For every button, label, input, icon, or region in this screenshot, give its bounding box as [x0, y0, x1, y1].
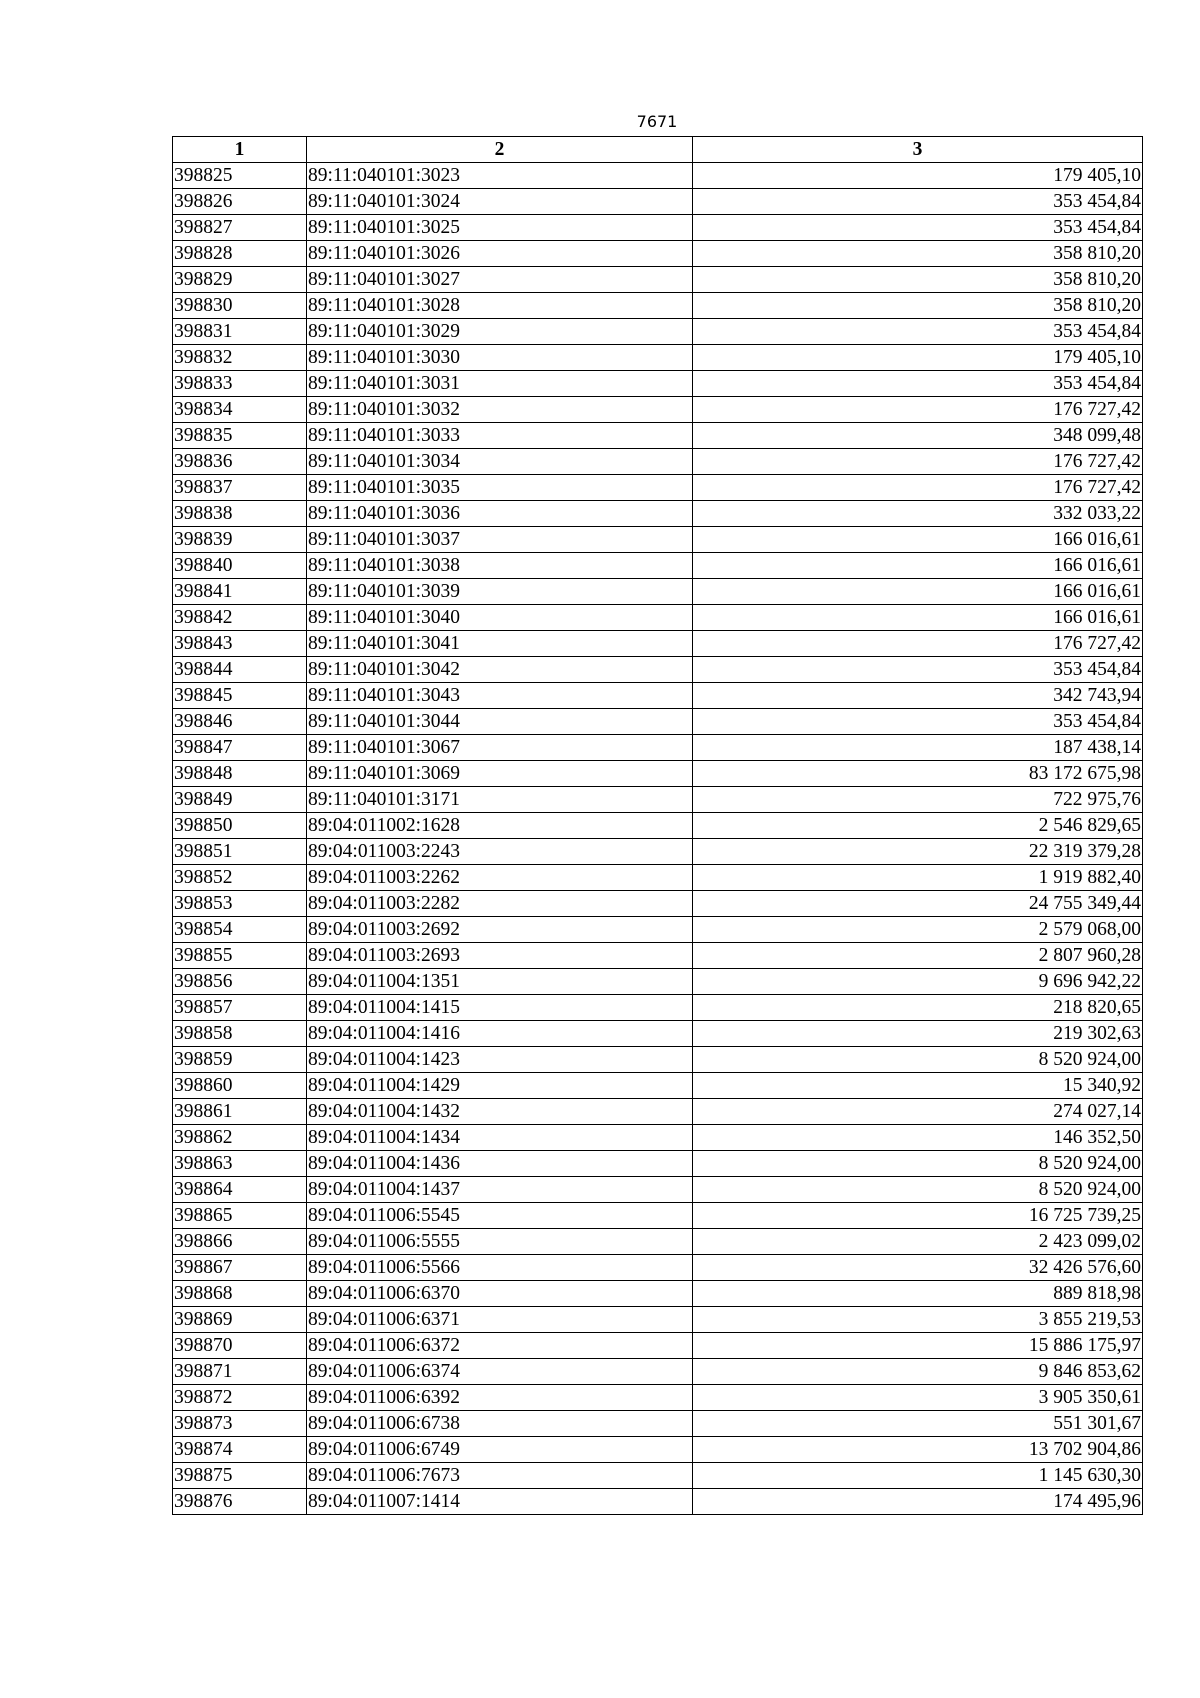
table-row	[173, 423, 1143, 449]
table-row	[173, 397, 1143, 423]
row-number-cell: 398851	[173, 839, 307, 865]
cadastral-number-cell: 89:11:040101:3033	[307, 423, 693, 449]
cadastral-value-cell: 353 454,84	[693, 215, 1143, 241]
row-number-cell: 398858	[173, 1021, 307, 1047]
cadastral-number-cell: 89:04:011004:1423	[307, 1047, 693, 1073]
row-number-cell: 398875	[173, 1463, 307, 1489]
cadastral-value-cell: 174 495,96	[693, 1489, 1143, 1515]
table-row	[173, 1359, 1143, 1385]
table-row	[173, 527, 1143, 553]
row-number-cell: 398830	[173, 293, 307, 319]
row-number-cell: 398837	[173, 475, 307, 501]
table-row	[173, 1411, 1143, 1437]
table-row	[173, 1463, 1143, 1489]
table-row	[173, 267, 1143, 293]
table-row	[173, 969, 1143, 995]
table-row	[173, 371, 1143, 397]
cadastral-number-cell: 89:04:011006:6392	[307, 1385, 693, 1411]
cadastral-value-cell: 9 846 853,62	[693, 1359, 1143, 1385]
cadastral-value-cell: 332 033,22	[693, 501, 1143, 527]
cadastral-number-cell: 89:11:040101:3028	[307, 293, 693, 319]
cadastral-value-cell: 551 301,67	[693, 1411, 1143, 1437]
cadastral-value-cell: 8 520 924,00	[693, 1177, 1143, 1203]
table-row	[173, 1437, 1143, 1463]
row-number-cell: 398874	[173, 1437, 307, 1463]
cadastral-value-cell: 353 454,84	[693, 189, 1143, 215]
column-header-2: 2	[307, 137, 693, 163]
column-header-1: 1	[173, 137, 307, 163]
cadastral-value-cell: 166 016,61	[693, 527, 1143, 553]
cadastral-value-cell: 179 405,10	[693, 345, 1143, 371]
table-row	[173, 657, 1143, 683]
row-number-cell: 398865	[173, 1203, 307, 1229]
cadastral-value-cell: 13 702 904,86	[693, 1437, 1143, 1463]
table-row	[173, 1047, 1143, 1073]
cadastral-value-cell: 179 405,10	[693, 163, 1143, 189]
cadastral-number-cell: 89:11:040101:3024	[307, 189, 693, 215]
row-number-cell: 398866	[173, 1229, 307, 1255]
row-number-cell: 398832	[173, 345, 307, 371]
page-number: 7671	[636, 112, 678, 131]
row-number-cell: 398847	[173, 735, 307, 761]
row-number-cell: 398844	[173, 657, 307, 683]
row-number-cell: 398833	[173, 371, 307, 397]
cadastral-number-cell: 89:04:011007:1414	[307, 1489, 693, 1515]
table-row	[173, 943, 1143, 969]
column-header-3: 3	[693, 137, 1143, 163]
row-number-cell: 398850	[173, 813, 307, 839]
cadastral-number-cell: 89:11:040101:3038	[307, 553, 693, 579]
row-number-cell: 398854	[173, 917, 307, 943]
row-number-cell: 398831	[173, 319, 307, 345]
table-row	[173, 605, 1143, 631]
row-number-cell: 398867	[173, 1255, 307, 1281]
table-row	[173, 1229, 1143, 1255]
table-row	[173, 449, 1143, 475]
cadastral-number-cell: 89:04:011004:1436	[307, 1151, 693, 1177]
table-row	[173, 995, 1143, 1021]
cadastral-value-cell: 1 145 630,30	[693, 1463, 1143, 1489]
cadastral-number-cell: 89:11:040101:3026	[307, 241, 693, 267]
cadastral-value-cell: 3 855 219,53	[693, 1307, 1143, 1333]
table-row	[173, 1333, 1143, 1359]
cadastral-value-cell: 2 423 099,02	[693, 1229, 1143, 1255]
cadastral-number-cell: 89:04:011006:5566	[307, 1255, 693, 1281]
cadastral-value-cell: 353 454,84	[693, 657, 1143, 683]
table-row	[173, 293, 1143, 319]
row-number-cell: 398828	[173, 241, 307, 267]
cadastral-number-cell: 89:11:040101:3037	[307, 527, 693, 553]
row-number-cell: 398849	[173, 787, 307, 813]
table-row	[173, 189, 1143, 215]
cadastral-number-cell: 89:04:011004:1434	[307, 1125, 693, 1151]
cadastral-number-cell: 89:04:011002:1628	[307, 813, 693, 839]
cadastral-value-cell: 1 919 882,40	[693, 865, 1143, 891]
cadastral-value-cell: 353 454,84	[693, 319, 1143, 345]
table-row	[173, 1255, 1143, 1281]
cadastral-number-cell: 89:11:040101:3171	[307, 787, 693, 813]
cadastral-value-cell: 166 016,61	[693, 579, 1143, 605]
row-number-cell: 398864	[173, 1177, 307, 1203]
cadastral-value-cell: 358 810,20	[693, 293, 1143, 319]
cadastral-value-cell: 176 727,42	[693, 397, 1143, 423]
cadastral-number-cell: 89:04:011006:6738	[307, 1411, 693, 1437]
cadastral-number-cell: 89:04:011006:6370	[307, 1281, 693, 1307]
cadastral-value-cell: 15 340,92	[693, 1073, 1143, 1099]
cadastral-number-cell: 89:04:011004:1437	[307, 1177, 693, 1203]
cadastral-value-cell: 187 438,14	[693, 735, 1143, 761]
table-row	[173, 1177, 1143, 1203]
table-row	[173, 475, 1143, 501]
cadastral-number-cell: 89:04:011006:6372	[307, 1333, 693, 1359]
table-row	[173, 1073, 1143, 1099]
cadastral-number-cell: 89:04:011004:1415	[307, 995, 693, 1021]
row-number-cell: 398841	[173, 579, 307, 605]
table-row	[173, 1099, 1143, 1125]
table-row	[173, 579, 1143, 605]
cadastral-number-cell: 89:11:040101:3036	[307, 501, 693, 527]
row-number-cell: 398868	[173, 1281, 307, 1307]
row-number-cell: 398853	[173, 891, 307, 917]
cadastral-number-cell: 89:04:011006:5555	[307, 1229, 693, 1255]
table-row	[173, 917, 1143, 943]
table-row	[173, 1307, 1143, 1333]
cadastral-value-cell: 176 727,42	[693, 631, 1143, 657]
row-number-cell: 398872	[173, 1385, 307, 1411]
row-number-cell: 398827	[173, 215, 307, 241]
cadastral-value-cell: 166 016,61	[693, 553, 1143, 579]
table-row	[173, 1151, 1143, 1177]
row-number-cell: 398871	[173, 1359, 307, 1385]
cadastral-value-cell: 358 810,20	[693, 267, 1143, 293]
row-number-cell: 398829	[173, 267, 307, 293]
table-row	[173, 787, 1143, 813]
row-number-cell: 398838	[173, 501, 307, 527]
table-row	[173, 839, 1143, 865]
cadastral-value-cell: 9 696 942,22	[693, 969, 1143, 995]
cadastral-value-cell: 3 905 350,61	[693, 1385, 1143, 1411]
row-number-cell: 398840	[173, 553, 307, 579]
row-number-cell: 398862	[173, 1125, 307, 1151]
table-row	[173, 1125, 1143, 1151]
cadastral-value-cell: 2 579 068,00	[693, 917, 1143, 943]
table-row	[173, 215, 1143, 241]
cadastral-value-cell: 358 810,20	[693, 241, 1143, 267]
row-number-cell: 398859	[173, 1047, 307, 1073]
cadastral-value-cell: 2 807 960,28	[693, 943, 1143, 969]
row-number-cell: 398834	[173, 397, 307, 423]
row-number-cell: 398845	[173, 683, 307, 709]
cadastral-number-cell: 89:04:011004:1416	[307, 1021, 693, 1047]
cadastral-number-cell: 89:11:040101:3041	[307, 631, 693, 657]
cadastral-number-cell: 89:11:040101:3029	[307, 319, 693, 345]
cadastral-number-cell: 89:04:011004:1429	[307, 1073, 693, 1099]
cadastral-number-cell: 89:11:040101:3025	[307, 215, 693, 241]
cadastral-value-cell: 2 546 829,65	[693, 813, 1143, 839]
cadastral-value-cell: 353 454,84	[693, 709, 1143, 735]
table-row	[173, 1489, 1143, 1515]
row-number-cell: 398863	[173, 1151, 307, 1177]
cadastral-number-cell: 89:04:011004:1351	[307, 969, 693, 995]
row-number-cell: 398873	[173, 1411, 307, 1437]
row-number-cell: 398848	[173, 761, 307, 787]
table-row	[173, 1021, 1143, 1047]
row-number-cell: 398826	[173, 189, 307, 215]
cadastral-value-cell: 342 743,94	[693, 683, 1143, 709]
cadastral-value-cell: 24 755 349,44	[693, 891, 1143, 917]
cadastral-number-cell: 89:11:040101:3031	[307, 371, 693, 397]
table-row	[173, 501, 1143, 527]
cadastral-value-cell: 32 426 576,60	[693, 1255, 1143, 1281]
table-row	[173, 813, 1143, 839]
cadastral-number-cell: 89:04:011003:2692	[307, 917, 693, 943]
table-row	[173, 683, 1143, 709]
cadastral-value-cell: 353 454,84	[693, 371, 1143, 397]
table-row	[173, 1385, 1143, 1411]
cadastral-value-cell: 146 352,50	[693, 1125, 1143, 1151]
row-number-cell: 398836	[173, 449, 307, 475]
row-number-cell: 398835	[173, 423, 307, 449]
cadastral-number-cell: 89:11:040101:3067	[307, 735, 693, 761]
cadastral-number-cell: 89:11:040101:3040	[307, 605, 693, 631]
table-row	[173, 631, 1143, 657]
cadastral-number-cell: 89:11:040101:3039	[307, 579, 693, 605]
row-number-cell: 398869	[173, 1307, 307, 1333]
cadastral-number-cell: 89:11:040101:3035	[307, 475, 693, 501]
row-number-cell: 398870	[173, 1333, 307, 1359]
row-number-cell: 398876	[173, 1489, 307, 1515]
cadastral-number-cell: 89:11:040101:3023	[307, 163, 693, 189]
cadastral-number-cell: 89:04:011006:6749	[307, 1437, 693, 1463]
table-row	[173, 163, 1143, 189]
cadastral-number-cell: 89:04:011003:2282	[307, 891, 693, 917]
row-number-cell: 398839	[173, 527, 307, 553]
row-number-cell: 398861	[173, 1099, 307, 1125]
cadastral-number-cell: 89:04:011004:1432	[307, 1099, 693, 1125]
table-row	[173, 891, 1143, 917]
cadastral-value-cell: 218 820,65	[693, 995, 1143, 1021]
table-row	[173, 865, 1143, 891]
row-number-cell: 398856	[173, 969, 307, 995]
cadastral-value-cell: 8 520 924,00	[693, 1151, 1143, 1177]
row-number-cell: 398855	[173, 943, 307, 969]
cadastral-number-cell: 89:11:040101:3069	[307, 761, 693, 787]
table-body	[173, 163, 1143, 1515]
cadastral-value-cell: 83 172 675,98	[693, 761, 1143, 787]
cadastral-value-cell: 722 975,76	[693, 787, 1143, 813]
table-header-row	[173, 137, 1143, 163]
table-row	[173, 761, 1143, 787]
cadastral-value-cell: 8 520 924,00	[693, 1047, 1143, 1073]
cadastral-value-cell: 219 302,63	[693, 1021, 1143, 1047]
table-row	[173, 553, 1143, 579]
cadastral-value-cell: 889 818,98	[693, 1281, 1143, 1307]
cadastral-value-cell: 348 099,48	[693, 423, 1143, 449]
cadastral-number-cell: 89:04:011006:5545	[307, 1203, 693, 1229]
cadastral-number-cell: 89:11:040101:3027	[307, 267, 693, 293]
table-row	[173, 1281, 1143, 1307]
cadastral-number-cell: 89:04:011006:7673	[307, 1463, 693, 1489]
table-row	[173, 345, 1143, 371]
cadastral-value-cell: 274 027,14	[693, 1099, 1143, 1125]
cadastral-number-cell: 89:11:040101:3044	[307, 709, 693, 735]
cadastral-number-cell: 89:04:011006:6374	[307, 1359, 693, 1385]
cadastral-value-cell: 166 016,61	[693, 605, 1143, 631]
cadastral-number-cell: 89:11:040101:3043	[307, 683, 693, 709]
table-row	[173, 735, 1143, 761]
cadastral-value-cell: 15 886 175,97	[693, 1333, 1143, 1359]
cadastral-number-cell: 89:04:011006:6371	[307, 1307, 693, 1333]
row-number-cell: 398846	[173, 709, 307, 735]
cadastral-value-cell: 176 727,42	[693, 475, 1143, 501]
row-number-cell: 398842	[173, 605, 307, 631]
cadastral-value-table	[172, 136, 1143, 1515]
table-row	[173, 241, 1143, 267]
row-number-cell: 398860	[173, 1073, 307, 1099]
cadastral-number-cell: 89:11:040101:3042	[307, 657, 693, 683]
row-number-cell: 398857	[173, 995, 307, 1021]
row-number-cell: 398825	[173, 163, 307, 189]
table-row	[173, 319, 1143, 345]
cadastral-value-cell: 16 725 739,25	[693, 1203, 1143, 1229]
cadastral-number-cell: 89:11:040101:3034	[307, 449, 693, 475]
table-row	[173, 709, 1143, 735]
cadastral-value-cell: 22 319 379,28	[693, 839, 1143, 865]
cadastral-number-cell: 89:04:011003:2262	[307, 865, 693, 891]
cadastral-value-cell: 176 727,42	[693, 449, 1143, 475]
row-number-cell: 398843	[173, 631, 307, 657]
cadastral-number-cell: 89:04:011003:2693	[307, 943, 693, 969]
table-row	[173, 1203, 1143, 1229]
cadastral-number-cell: 89:11:040101:3032	[307, 397, 693, 423]
cadastral-number-cell: 89:04:011003:2243	[307, 839, 693, 865]
cadastral-number-cell: 89:11:040101:3030	[307, 345, 693, 371]
row-number-cell: 398852	[173, 865, 307, 891]
